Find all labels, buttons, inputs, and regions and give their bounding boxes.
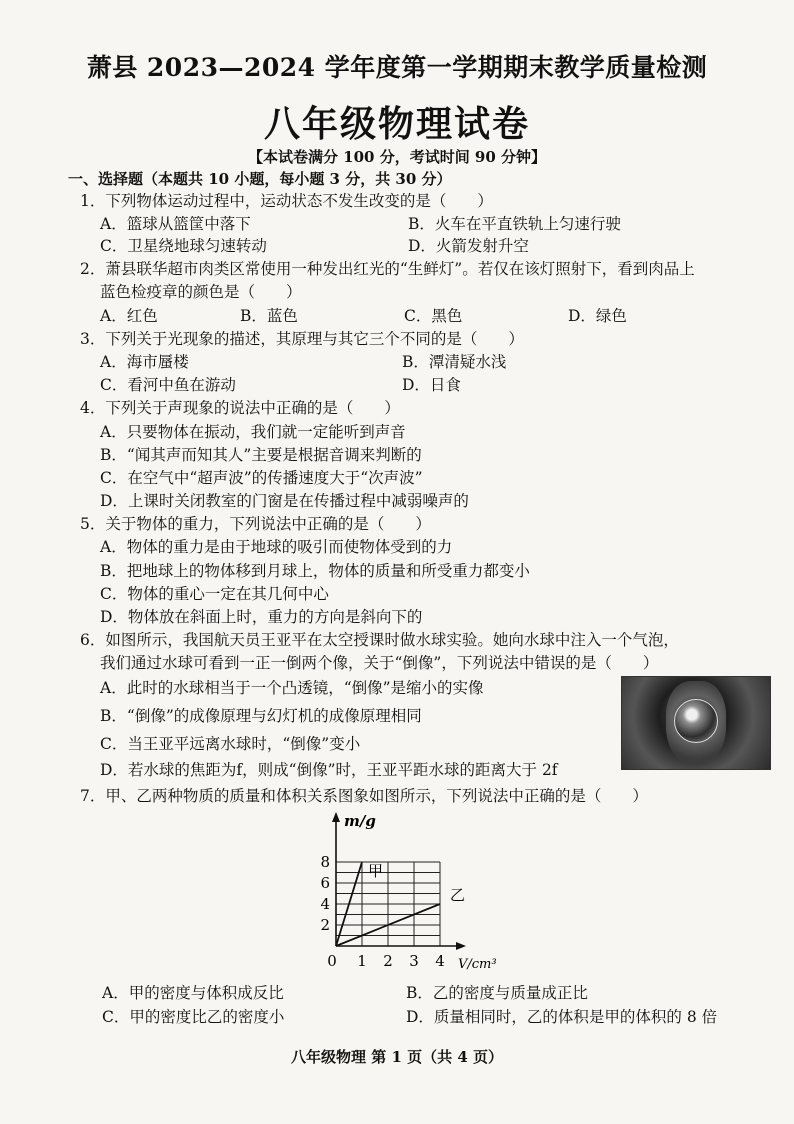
y-axis-label: m/g	[344, 812, 376, 830]
question-6-option-c[interactable]: C．当王亚平远离水球时，“倒像”变小	[100, 735, 361, 753]
question-5-option-c[interactable]: C．物体的重心一定在其几何中心	[100, 585, 329, 603]
y-tick-label: 8	[320, 853, 330, 871]
question-4-option-b[interactable]: B．“闻其声而知其人”主要是根据音调来判断的	[100, 446, 422, 464]
astronaut-water-ball-photo	[621, 676, 771, 770]
question-1-option-a[interactable]: A．篮球从篮筐中落下	[100, 215, 251, 233]
question-3-option-a[interactable]: A．海市蜃楼	[100, 353, 189, 371]
question-5-option-d[interactable]: D．物体放在斜面上时，重力的方向是斜向下的	[100, 608, 423, 626]
question-1-option-b[interactable]: B．火车在平直铁轨上匀速行驶	[408, 215, 621, 233]
mass-volume-graph	[300, 806, 530, 982]
question-6-option-d[interactable]: D．若水球的焦距为f，则成“倒像”时，王亚平距水球的距离大于 2f	[100, 761, 558, 779]
question-4-option-a[interactable]: A．只要物体在振动，我们就一定能听到声音	[100, 423, 406, 441]
origin-label: 0	[327, 952, 337, 970]
x-axis-label: V/cm³	[458, 957, 497, 972]
question-2-stem-line-2: 蓝色检疫章的颜色是（ ）	[100, 283, 302, 301]
question-3-option-d[interactable]: D．日食	[402, 376, 461, 394]
question-7-stem: 7．甲、乙两种物质的质量和体积关系图象如图所示，下列说法中正确的是（ ）	[80, 787, 648, 805]
graph-axes	[332, 812, 466, 950]
series-label-2: 乙	[450, 886, 466, 904]
water-ball-shape	[674, 699, 718, 743]
question-5-option-b[interactable]: B．把地球上的物体移到月球上，物体的质量和所受重力都变小	[100, 562, 530, 580]
question-7-option-c[interactable]: C．甲的密度比乙的密度小	[102, 1008, 285, 1026]
x-tick-label: 3	[409, 952, 419, 970]
question-5-option-a[interactable]: A．物体的重力是由于地球的吸引而使物体受到的力	[100, 538, 453, 556]
question-4-option-d[interactable]: D．上课时关闭教室的门窗是在传播过程中减弱噪声的	[100, 492, 469, 510]
question-1-option-d[interactable]: D．火箭发射升空	[408, 237, 529, 255]
exam-header-title: 萧县 2023—2024 学年度第一学期期末教学质量检测	[86, 53, 708, 82]
question-2-option-b[interactable]: B．蓝色	[240, 307, 298, 325]
question-7-option-b[interactable]: B．乙的密度与质量成正比	[406, 984, 588, 1002]
y-axis-arrow	[332, 812, 340, 822]
series-label-1: 甲	[368, 862, 384, 880]
question-4-stem: 4．下列关于声现象的说法中正确的是（ ）	[80, 399, 400, 417]
section-title: 一、选择题（本题共 10 小题，每小题 3 分，共 30 分）	[68, 170, 452, 188]
exam-note: 【本试卷满分 100 分，考试时间 90 分钟】	[247, 148, 547, 166]
graph-labels	[320, 812, 496, 972]
question-5-stem: 5．关于物体的重力，下列说法中正确的是（ ）	[80, 515, 431, 533]
graph-grid	[336, 862, 440, 946]
page-footer: 八年级物理 第 1 页（共 4 页）	[291, 1048, 503, 1066]
question-3-option-c[interactable]: C．看河中鱼在游动	[100, 376, 236, 394]
question-6-option-a[interactable]: A．此时的水球相当于一个凸透镜，“倒像”是缩小的实像	[100, 679, 484, 697]
question-7-option-a[interactable]: A．甲的密度与体积成反比	[102, 984, 284, 1002]
exam-subtitle: 八年级物理试卷	[263, 103, 530, 145]
question-7-option-d[interactable]: D．质量相同时，乙的体积是甲的体积的 8 倍	[406, 1008, 718, 1026]
question-4-option-c[interactable]: C．在空气中“超声波”的传播速度大于“次声波”	[100, 469, 423, 487]
question-6-stem-line-1: 6．如图所示，我国航天员王亚平在太空授课时做水球实验。她向水球中注入一个气泡，	[80, 631, 679, 649]
question-2-option-d[interactable]: D．绿色	[568, 307, 627, 325]
question-6-option-b[interactable]: B．“倒像”的成像原理与幻灯机的成像原理相同	[100, 707, 422, 725]
x-tick-label: 4	[435, 952, 445, 970]
x-tick-label: 1	[357, 952, 367, 970]
question-1-option-c[interactable]: C．卫星绕地球匀速转动	[100, 237, 267, 255]
y-tick-label: 6	[320, 874, 330, 892]
y-tick-label: 2	[320, 916, 330, 934]
question-1-stem: 1．下列物体运动过程中，运动状态不发生改变的是（ ）	[80, 192, 493, 210]
x-tick-label: 2	[383, 952, 393, 970]
question-6-stem-line-2: 我们通过水球可看到一正一倒两个像，关于“倒像”，下列说法中错误的是（ ）	[100, 654, 659, 672]
question-3-option-b[interactable]: B．潭清疑水浅	[402, 353, 507, 371]
y-tick-label: 4	[320, 895, 330, 913]
question-2-option-a[interactable]: A．红色	[100, 307, 158, 325]
question-3-stem: 3．下列关于光现象的描述，其原理与其它三个不同的是（ ）	[80, 330, 524, 348]
x-axis-arrow	[456, 942, 466, 950]
question-2-stem-line-1: 2．萧县联华超市肉类区常使用一种发出红光的“生鲜灯”。若仅在该灯照射下，看到肉品上	[80, 260, 695, 278]
question-2-option-c[interactable]: C．黑色	[404, 307, 463, 325]
